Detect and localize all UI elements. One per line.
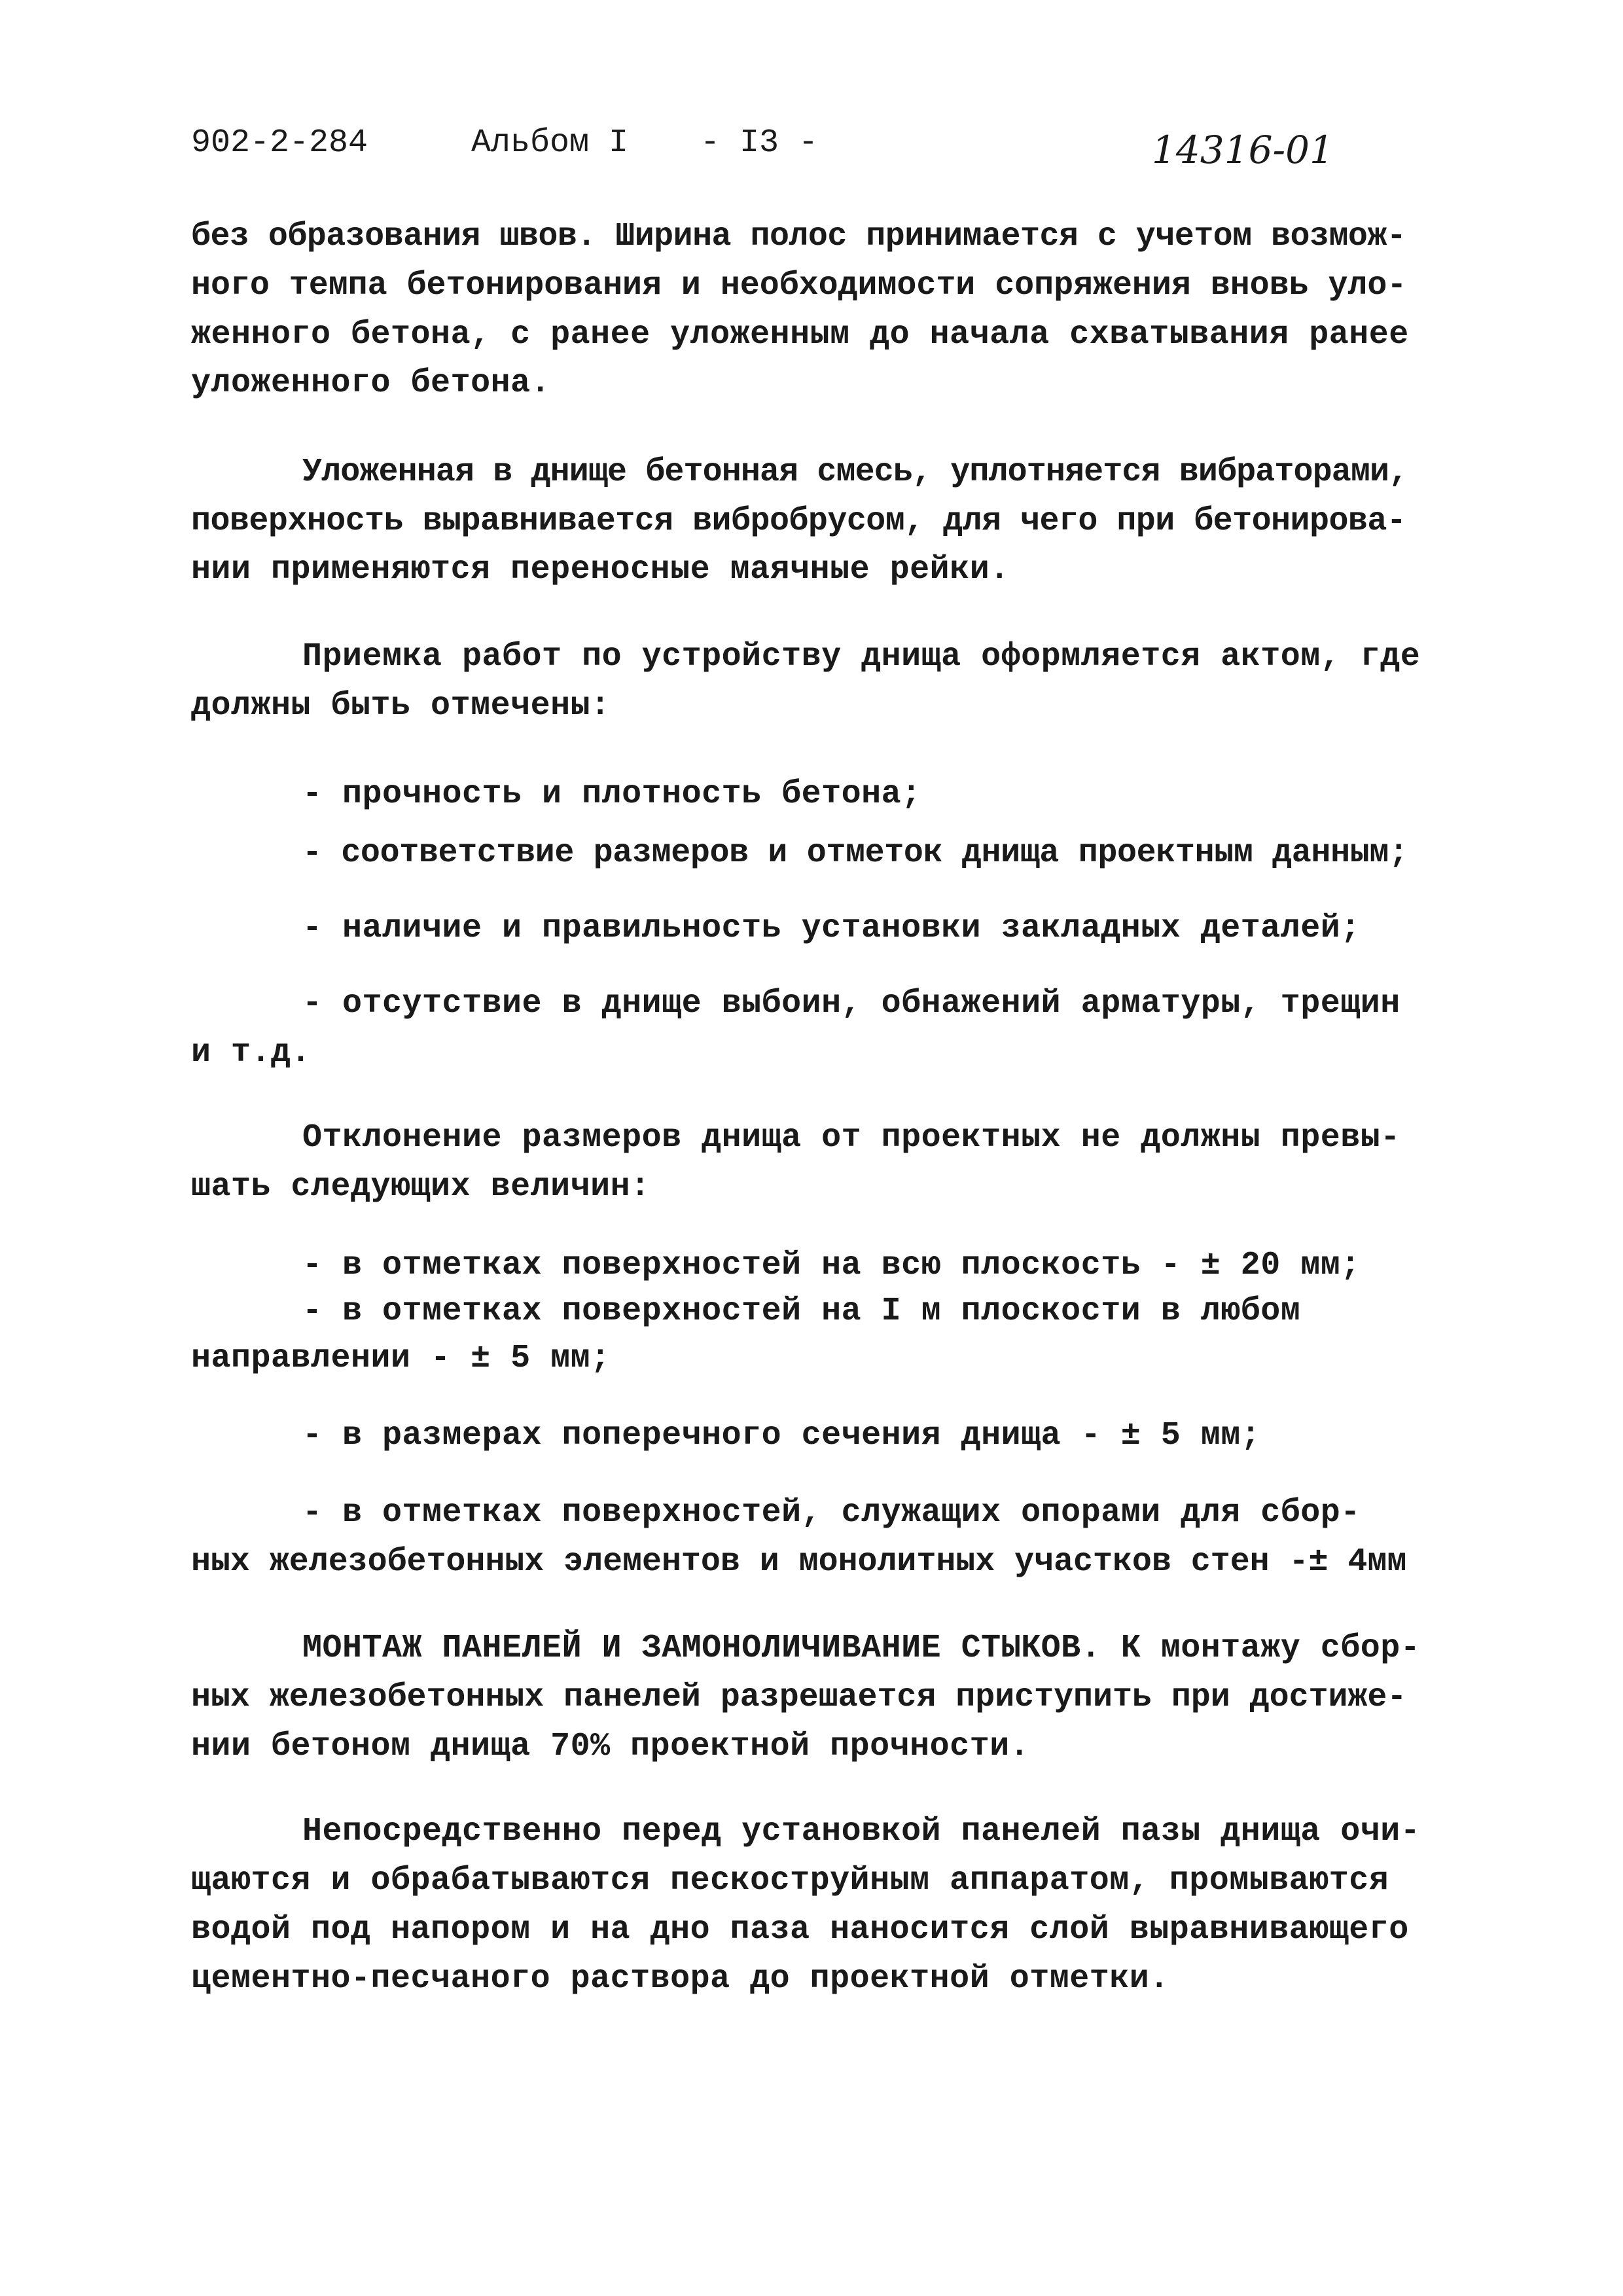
text-line: направлении - ± 5 мм; bbox=[191, 1340, 611, 1377]
document-code: 902-2-284 bbox=[191, 124, 368, 162]
text-line: Уложенная в днище бетонная смесь, уплотняется вибраторами, bbox=[302, 454, 1408, 491]
text-line: Приемка работ по устройству днища оформляется актом, где bbox=[302, 638, 1421, 675]
text-line: нии применяются переносные маячные рейки. bbox=[191, 551, 1010, 588]
list-item: - в отметках поверхностей на всю плоскость - ± 20 мм; bbox=[302, 1247, 1361, 1284]
text-line: без образования швов. Ширина полос принимается с учетом возмож- bbox=[191, 218, 1406, 255]
list-item: - наличие и правильность установки закладных деталей; bbox=[302, 910, 1361, 947]
text-line: МОНТАЖ ПАНЕЛЕЙ И ЗАМОНОЛИЧИВАНИЕ СТЫКОВ. К монтажу сбор- bbox=[302, 1630, 1421, 1667]
list-item: - в отметках поверхностей, служащих опорами для сбор- bbox=[302, 1494, 1361, 1532]
text-line: щаются и обрабатываются пескоструйным аппаратом, промываются bbox=[191, 1862, 1389, 1899]
text-line: шать следующих величин: bbox=[191, 1168, 651, 1206]
list-item: - в отметках поверхностей на I м плоскости в любом bbox=[302, 1293, 1301, 1330]
text-line: и т.д. bbox=[191, 1034, 312, 1071]
list-item: - соответствие размеров и отметок днища проектным данным; bbox=[302, 834, 1408, 872]
text-line: должны быть отмечены: bbox=[191, 687, 611, 725]
list-item: - отсутствие в днище выбоин, обнажений арматуры, трещин bbox=[302, 985, 1400, 1022]
text-line: цементно-песчаного раствора до проектной отметки. bbox=[191, 1960, 1169, 1998]
list-item: - в размерах поперечного сечения днища - ± 5 мм; bbox=[302, 1417, 1261, 1454]
album-label: Альбом I bbox=[471, 124, 629, 162]
text-line: женного бетона, с ранее уложенным до начала схватывания ранее bbox=[191, 316, 1409, 353]
text-line: поверхность выравнивается вибробрусом, для чего при бетонирова- bbox=[191, 503, 1406, 540]
text-line: ного темпа бетонирования и необходимости сопряжения вновь уло- bbox=[191, 267, 1407, 304]
text-line: Непосредственно перед установкой панелей пазы днища очи- bbox=[302, 1813, 1421, 1850]
list-item: - прочность и плотность бетона; bbox=[302, 776, 921, 813]
text-line: уложенного бетона. bbox=[191, 365, 551, 402]
text-line: ных железобетонных панелей разрешается приступить при достиже- bbox=[191, 1679, 1407, 1716]
text-line: нии бетоном днища 70% проектной прочности. bbox=[191, 1728, 1030, 1765]
text-line: водой под напором и на дно паза наносится слой выравнивающего bbox=[191, 1911, 1409, 1948]
text-line: ных железобетонных элементов и монолитных участков стен -± 4мм bbox=[191, 1543, 1407, 1581]
page-number: - I3 - bbox=[700, 124, 819, 162]
text-line: Отклонение размеров днища от проектных не должны превы- bbox=[302, 1119, 1400, 1157]
registration-number: 14316-01 bbox=[1152, 128, 1334, 172]
